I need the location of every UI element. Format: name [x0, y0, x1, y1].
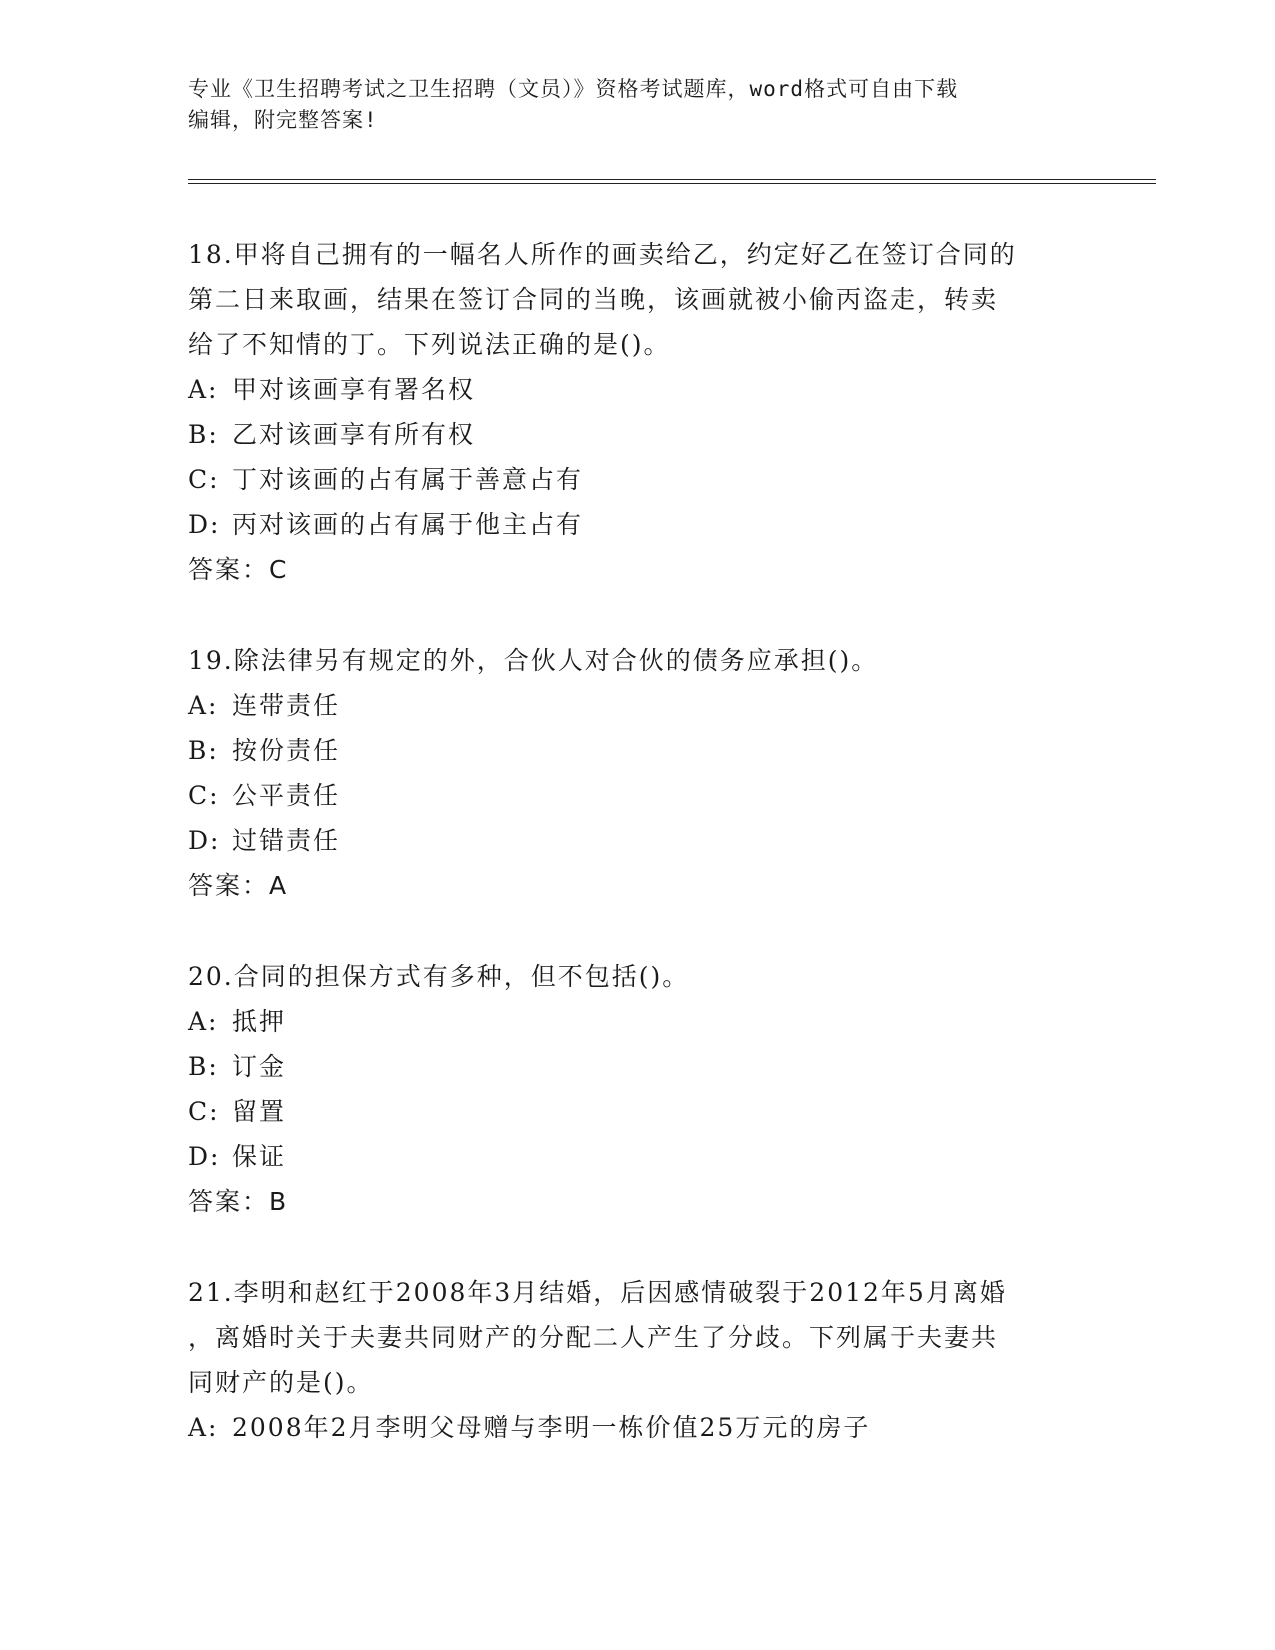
option-letter: C:: [188, 781, 220, 810]
option-text: 甲对该画享有署名权: [232, 375, 476, 404]
header-line-1: 专业《卫生招聘考试之卫生招聘（文员）》资格考试题库，word格式可自由下载: [188, 77, 959, 101]
option-a: [188, 683, 1088, 728]
option-letter: B:: [188, 420, 219, 449]
option-letter: B:: [188, 736, 219, 765]
option-text: 乙对该画享有所有权: [232, 420, 476, 449]
option-text: 留置: [232, 1097, 287, 1126]
option-text: 连带责任: [232, 691, 341, 720]
option-letter: A:: [188, 375, 219, 404]
option-text: 丙对该画的占有属于他主占有: [232, 510, 584, 539]
option-letter: C:: [188, 1097, 220, 1126]
question-stem: [188, 638, 1088, 683]
stem-line: 20.合同的担保方式有多种，但不包括()。: [188, 962, 690, 991]
option-letter: D:: [188, 826, 221, 855]
option-text: 订金: [232, 1052, 287, 1081]
question-stem: [188, 954, 1088, 999]
option-text: 保证: [232, 1142, 287, 1171]
option-d: [188, 1134, 1088, 1179]
stem-line: 第二日来取画，结果在签订合同的当晚，该画就被小偷丙盗走，转卖: [188, 285, 999, 314]
option-letter: A:: [188, 691, 219, 720]
answer-line: 答案：A: [188, 871, 289, 900]
question-19: [188, 638, 1088, 908]
option-text: 按份责任: [232, 736, 341, 765]
stem-line: 同财产的是()。: [188, 1368, 374, 1397]
option-c: [188, 773, 1088, 818]
option-b: [188, 412, 1088, 457]
question-21: [188, 1270, 1088, 1450]
option-d: [188, 502, 1088, 547]
option-letter: C:: [188, 465, 220, 494]
option-a: [188, 367, 1088, 412]
answer-line: 答案：C: [188, 555, 289, 584]
option-letter: A:: [188, 1007, 219, 1036]
question-20: [188, 954, 1088, 1224]
option-d: [188, 818, 1088, 863]
option-text: 丁对该画的占有属于善意占有: [232, 465, 584, 494]
option-text: 公平责任: [232, 781, 341, 810]
option-letter: D:: [188, 510, 221, 539]
question-stem: [188, 1270, 1088, 1405]
option-letter: A:: [188, 1413, 219, 1442]
header-divider-bottom: [188, 183, 1156, 184]
option-c: [188, 457, 1088, 502]
stem-line: ，离婚时关于夫妻共同财产的分配二人产生了分歧。下列属于夫妻共: [188, 1323, 999, 1352]
option-letter: D:: [188, 1142, 221, 1171]
header-line-2: 编辑，附完整答案!: [188, 108, 378, 132]
question-stem: [188, 232, 1088, 367]
question-18: [188, 232, 1088, 592]
stem-line: 18.甲将自己拥有的一幅名人所作的画卖给乙，约定好乙在签订合同的: [188, 240, 1017, 269]
header-divider-top: [188, 179, 1156, 180]
option-text: 过错责任: [232, 826, 341, 855]
answer-line: 答案：B: [188, 1187, 289, 1216]
stem-line: 给了不知情的丁。下列说法正确的是()。: [188, 330, 671, 359]
stem-line: 19.除法律另有规定的外，合伙人对合伙的债务应承担()。: [188, 646, 879, 675]
option-b: [188, 728, 1088, 773]
option-letter: B:: [188, 1052, 219, 1081]
option-a: [188, 999, 1088, 1044]
option-text: 2008年2月李明父母赠与李明一栋价值25万元的房子: [232, 1413, 871, 1442]
option-text: 抵押: [232, 1007, 287, 1036]
document-header: [188, 74, 1068, 136]
option-b: [188, 1044, 1088, 1089]
stem-line: 21.李明和赵红于2008年3月结婚，后因感情破裂于2012年5月离婚: [188, 1278, 1007, 1307]
option-a: [188, 1405, 1088, 1450]
option-c: [188, 1089, 1088, 1134]
question-list: [188, 232, 1088, 1496]
